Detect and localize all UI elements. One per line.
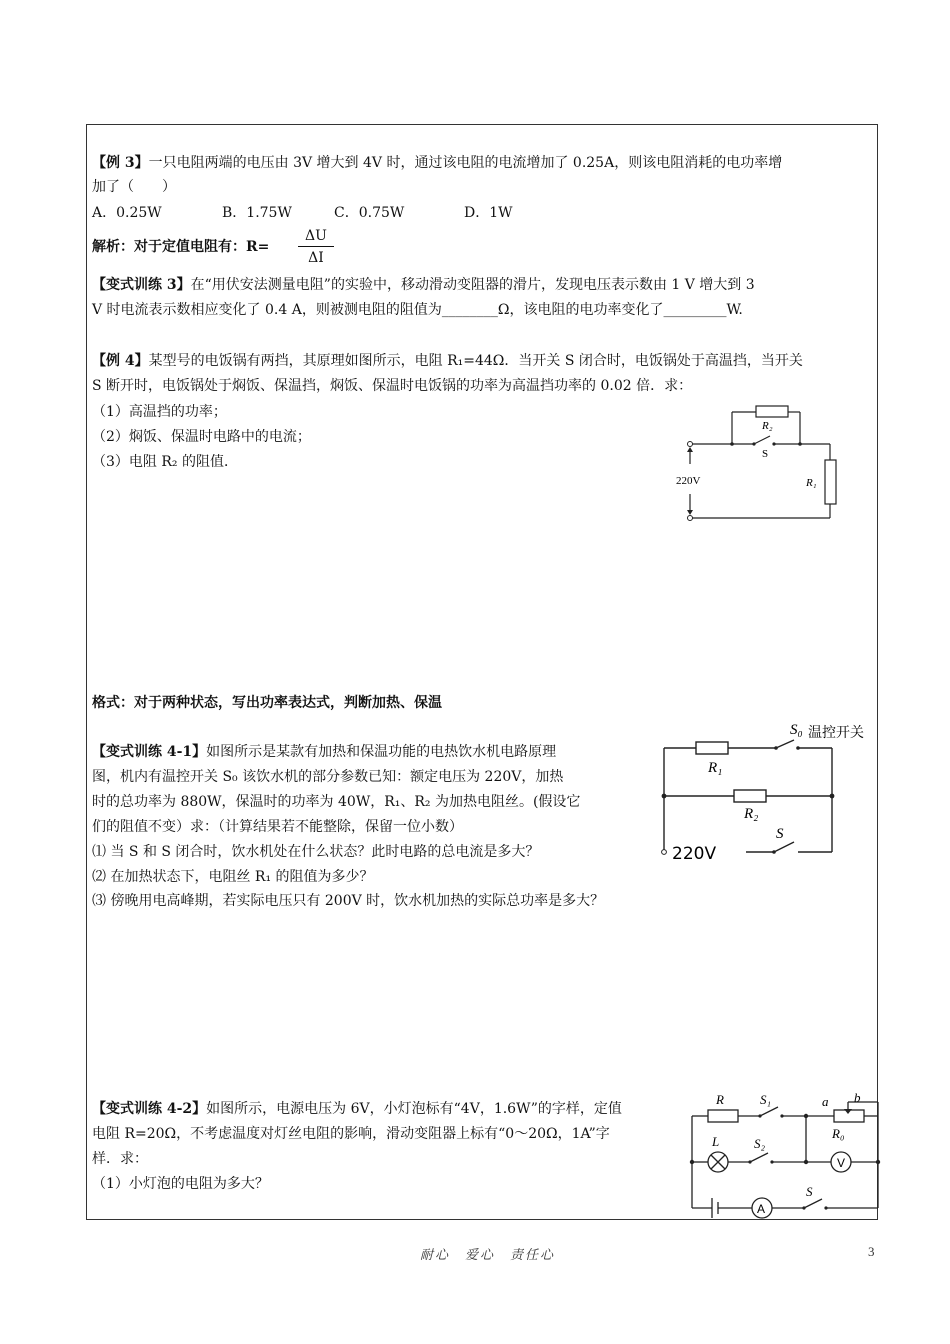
- ex3-fraction: [298, 226, 334, 269]
- fraction-numerator: ΔU: [298, 226, 334, 247]
- fig-switch-label: S: [806, 1184, 813, 1199]
- ex3-option-a: A．0.25W: [92, 205, 162, 221]
- fig-r2-label: R₂: [744, 806, 759, 822]
- fig-a-label: a: [822, 1094, 829, 1109]
- ex3-line1: 【例 3】一只电阻两端的电压由 3V 增大到 4V 时，通过该电阻的电流增加了 0.25A，则该电阻消耗的电功率增: [92, 155, 783, 171]
- fig-r2-label: R₂: [762, 420, 773, 432]
- ex4-line2: S 断开时，电饭锅处于焖饭、保温挡，焖饭、保温时电饭锅的功率为高温挡功率的 0.02 倍．求：: [92, 378, 693, 394]
- fig-r0-label: R₀: [832, 1126, 845, 1141]
- ex4-q2: （2）焖饭、保温时电路中的电流；: [92, 429, 311, 445]
- page-number: 3: [868, 1244, 875, 1259]
- fig-voltage-label: 220V: [672, 844, 717, 864]
- fig-s2-label: S₂: [754, 1136, 766, 1151]
- fig-voltage-label: 220V: [676, 475, 701, 487]
- ex4-q3: （3）电阻 R₂ 的阻值．: [92, 454, 238, 470]
- var41-q1: ⑴ 当 S 和 S 闭合时，饮水机处在什么状态？此时电路的总电流是多大？: [92, 844, 540, 860]
- ex3-option-b: B．1.75W: [222, 205, 292, 221]
- var41-line3: 时的总功率为 880W，保温时的功率为 40W，R₁、R₂ 为加热电阻丝。(假设它: [92, 794, 581, 810]
- var41-q3: ⑶ 傍晚用电高峰期，若实际电压只有 200V 时，饮水机加热的实际总功率是多大？: [92, 893, 605, 909]
- fig-thermo-label: 温控开关: [808, 725, 864, 741]
- fig-switch-label: S: [776, 826, 784, 842]
- fig-b-label: b: [854, 1090, 861, 1105]
- fig-switch-label: S: [762, 448, 769, 460]
- rice-cooker-circuit: [670, 400, 855, 530]
- fig-s1-label: S₁: [760, 1092, 772, 1107]
- var3-line1: 【变式训练 3】在“用伏安法测量电阻”的实验中，移动滑动变阻器的滑片，发现电压表示数由 1 V 增大到 3: [92, 277, 755, 293]
- var41-line4: 们的阻值不变）求：（计算结果若不能整除，保留一位小数）: [92, 819, 463, 835]
- var41-line1: 【变式训练 4-1】如图所示是某款有加热和保温功能的电热饮水机电路原理: [92, 744, 557, 760]
- var42-line3: 样．求：: [92, 1151, 148, 1167]
- fig-s0-label: S₀: [790, 722, 803, 738]
- lamp-rheostat-circuit: [686, 1090, 886, 1220]
- var42-line1: 【变式训练 4-2】如图所示，电源电压为 6V，小灯泡标有“4V，1.6W”的字样，定值: [92, 1101, 622, 1117]
- fig-r1-label: R₁: [806, 477, 817, 489]
- ex3-option-d: D．1W: [464, 205, 513, 221]
- var41-q2: ⑵ 在加热状态下，电阻丝 R₁ 的阻值为多少？: [92, 869, 374, 885]
- var3-line2: V 时电流表示数相应变化了 0.4 A，则被测电阻的阻值为________Ω，该电阻的电功率变化了_________W.: [92, 302, 743, 318]
- fraction-denominator: ΔI: [308, 250, 324, 266]
- var42-line2: 电阻 R=20Ω，不考虑温度对灯丝电阻的影响，滑动变阻器上标有“0～20Ω，1A”字: [92, 1126, 610, 1142]
- ex4-line1: 【例 4】某型号的电饭锅有两挡，其原理如图所示，电阻 R₁=44Ω．当开关 S 闭合时，电饭锅处于高温挡，当开关: [92, 353, 803, 369]
- fig-voltmeter-label: V: [837, 1156, 846, 1170]
- fig-ammeter-label: A: [757, 1202, 766, 1216]
- fig-r1-label: R₁: [708, 760, 723, 776]
- water-dispenser-circuit: [656, 718, 871, 866]
- ex3-analysis: 解析：对于定值电阻有：R=: [92, 239, 270, 255]
- fig-r-label: R: [716, 1092, 724, 1107]
- ex4-q1: （1）高温挡的功率；: [92, 404, 227, 420]
- ex3-line2: 加了（ ）: [92, 179, 176, 195]
- var41-line2: 图，机内有温控开关 S₀ 该饮水机的部分参数已知：额定电压为 220V，加热: [92, 769, 564, 785]
- ex3-option-c: C．0.75W: [334, 205, 405, 221]
- var42-q1: （1）小灯泡的电阻为多大？: [92, 1176, 269, 1192]
- format-note: 格式：对于两种状态，写出功率表达式，判断加热、保温: [92, 695, 442, 711]
- footer-motto: 耐心 爱心 责任心: [420, 1248, 556, 1263]
- fig-l-label: L: [712, 1134, 720, 1149]
